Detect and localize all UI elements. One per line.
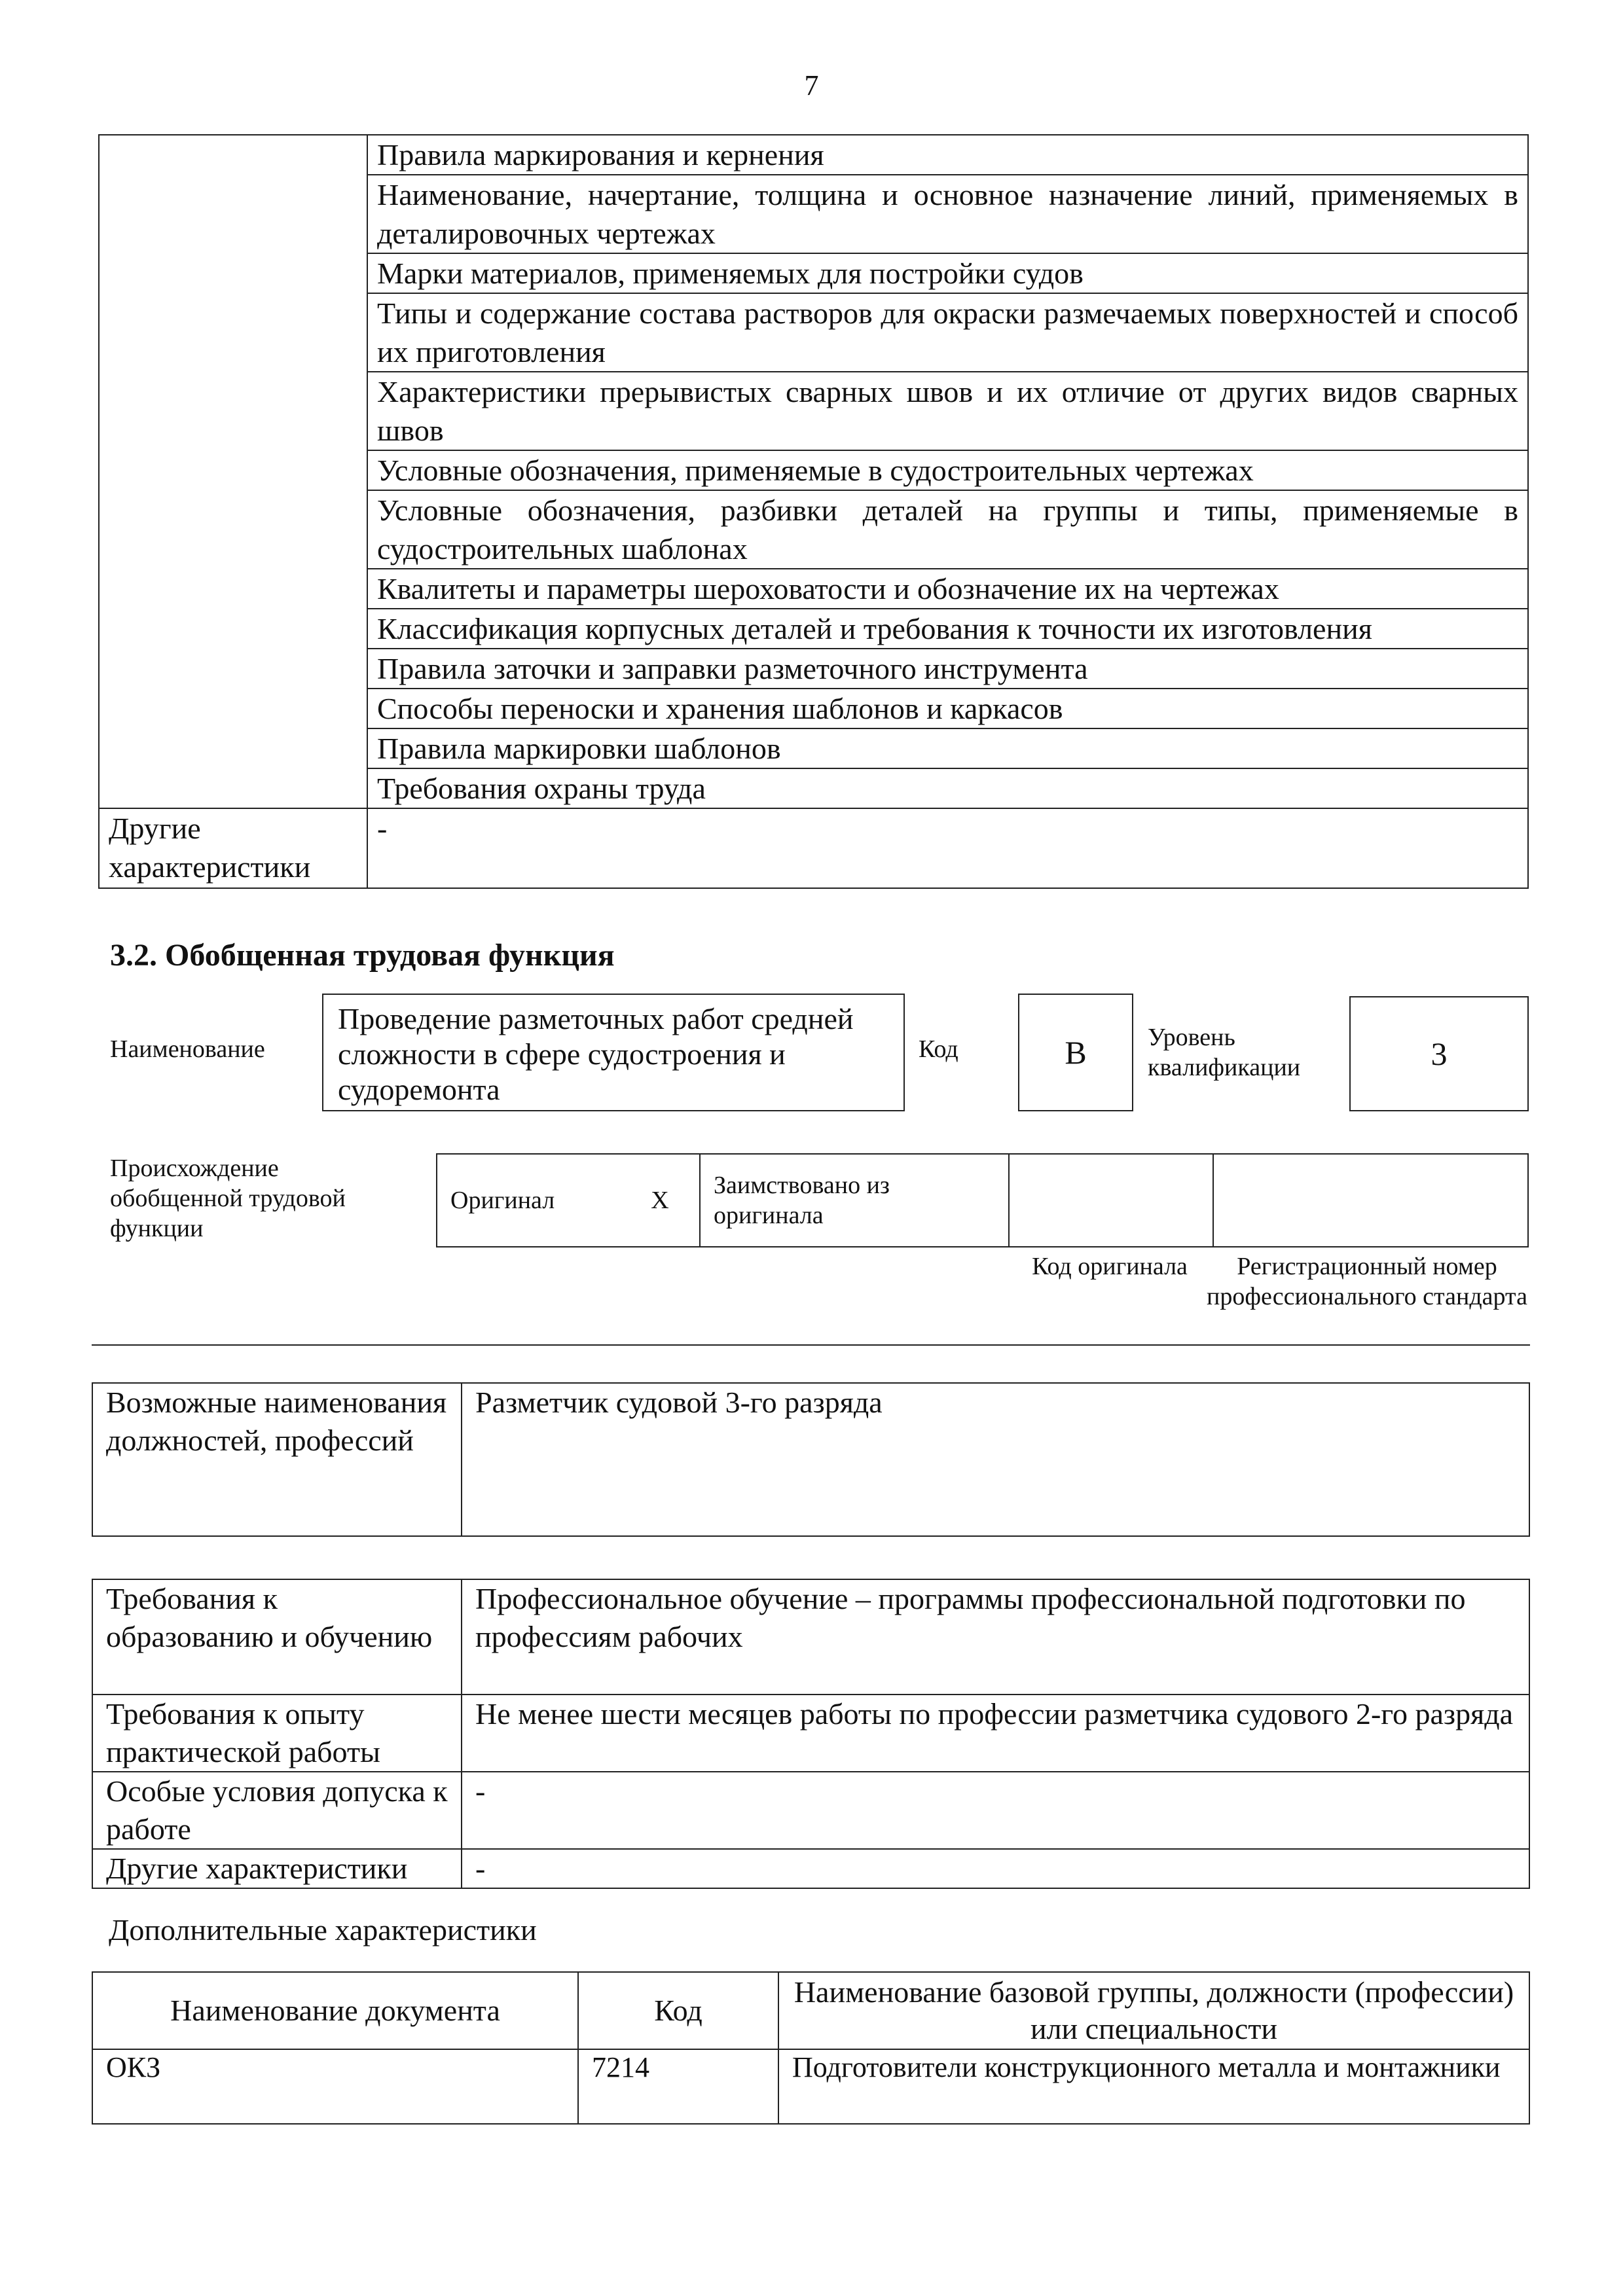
- skill-item: Квалитеты и параметры шероховатости и обозначение их на чертежах: [367, 569, 1528, 609]
- other-characteristics-label: Другие характеристики: [99, 808, 367, 888]
- code-box: B: [1018, 994, 1133, 1111]
- skill-item: Правила заточки и заправки разметочного инструмента: [367, 649, 1528, 689]
- table-row: [92, 1579, 1529, 1695]
- table-row: [92, 1695, 1529, 1772]
- skill-item: Условные обозначения, применяемые в судостроительных чертежах: [367, 450, 1528, 490]
- positions-value: Разметчик судовой 3-го разряда: [462, 1383, 1529, 1536]
- page-number: 7: [804, 69, 819, 101]
- table-row: [92, 1772, 1529, 1849]
- code-cell: 7214: [578, 2049, 778, 2124]
- skill-item: Марки материалов, применяемых для постройки судов: [367, 253, 1528, 293]
- skill-item: Классификация корпусных деталей и требования к точности их изготовления: [367, 609, 1528, 649]
- document-cell: ОКЗ: [92, 2049, 578, 2124]
- table-row: [92, 1383, 1529, 1536]
- requirement-value: Профессиональное обучение – программы профессиональной подготовки по профессиям рабочих: [462, 1579, 1529, 1695]
- name-label: Наименование: [110, 1035, 265, 1063]
- additional-table: [92, 1971, 1530, 2125]
- origin-label: Происхождение обобщенной трудовой функции: [110, 1155, 346, 1242]
- skills-table: [98, 134, 1529, 889]
- original-mark: X: [621, 1154, 700, 1247]
- original-code-caption: Код оригинала: [1032, 1253, 1188, 1280]
- code-label: Код: [919, 1035, 958, 1063]
- requirement-label: Особые условия допуска к работе: [92, 1772, 462, 1849]
- skill-item: Способы переноски и хранения шаблонов и каркасов: [367, 689, 1528, 728]
- table-row: [437, 1154, 1528, 1247]
- skill-item: Типы и содержание состава растворов для окраски размечаемых поверхностей и способ их приготовления: [367, 293, 1528, 372]
- section-heading: 3.2. Обобщенная трудовая функция: [110, 938, 615, 973]
- column-header: Наименование документа: [92, 1972, 578, 2049]
- table-header-row: [92, 1972, 1529, 2049]
- requirement-label: Требования к опыту практической работы: [92, 1695, 462, 1772]
- table-row: [99, 808, 1528, 888]
- table-row: [92, 1849, 1529, 1888]
- group-name-cell: Подготовители конструкционного металла и монтажники: [778, 2049, 1529, 2124]
- original-label: Оригинал: [437, 1154, 621, 1247]
- function-name-box: Проведение разметочных работ средней сложности в сфере судостроения и судоремонта: [322, 994, 905, 1111]
- registration-number-caption: Регистрационный номер профессионального стандарта: [1207, 1253, 1527, 1310]
- other-characteristics-value: -: [367, 808, 1528, 888]
- table-row: [99, 135, 1528, 175]
- divider: [92, 1344, 1530, 1346]
- requirement-value: Не менее шести месяцев работы по профессии разметчика судового 2-го разряда: [462, 1695, 1529, 1772]
- column-header: Наименование базовой группы, должности (профессии) или специальности: [778, 1972, 1529, 2049]
- borrowed-label: Заимствовано из оригинала: [700, 1154, 1009, 1247]
- original-code-cell: [1009, 1154, 1213, 1247]
- level-box: 3: [1349, 996, 1529, 1111]
- requirements-table: [92, 1579, 1530, 1889]
- skill-item: Характеристики прерывистых сварных швов и их отличие от других видов сварных швов: [367, 372, 1528, 450]
- skill-item: Требования охраны труда: [367, 768, 1528, 808]
- requirement-value: -: [462, 1849, 1529, 1888]
- origin-table: [436, 1153, 1529, 1247]
- skill-item: Правила маркировки шаблонов: [367, 728, 1528, 768]
- positions-table: [92, 1382, 1530, 1537]
- requirement-value: -: [462, 1772, 1529, 1849]
- skill-item: Условные обозначения, разбивки деталей на группы и типы, применяемые в судостроительных шаблонах: [367, 490, 1528, 569]
- column-header: Код: [578, 1972, 778, 2049]
- registration-number-cell: [1213, 1154, 1528, 1247]
- table-row: [92, 2049, 1529, 2124]
- additional-heading: Дополнительные характеристики: [109, 1913, 537, 1946]
- requirement-label: Другие характеристики: [92, 1849, 462, 1888]
- level-label: Уровень квалификации: [1148, 1024, 1301, 1081]
- skill-item: Наименование, начертание, толщина и основное назначение линий, применяемых в деталировочных чертежах: [367, 175, 1528, 253]
- skills-empty-label-cell: [99, 135, 367, 808]
- requirement-label: Требования к образованию и обучению: [92, 1579, 462, 1695]
- positions-label: Возможные наименования должностей, профессий: [92, 1383, 462, 1536]
- skill-item: Правила маркирования и кернения: [367, 135, 1528, 175]
